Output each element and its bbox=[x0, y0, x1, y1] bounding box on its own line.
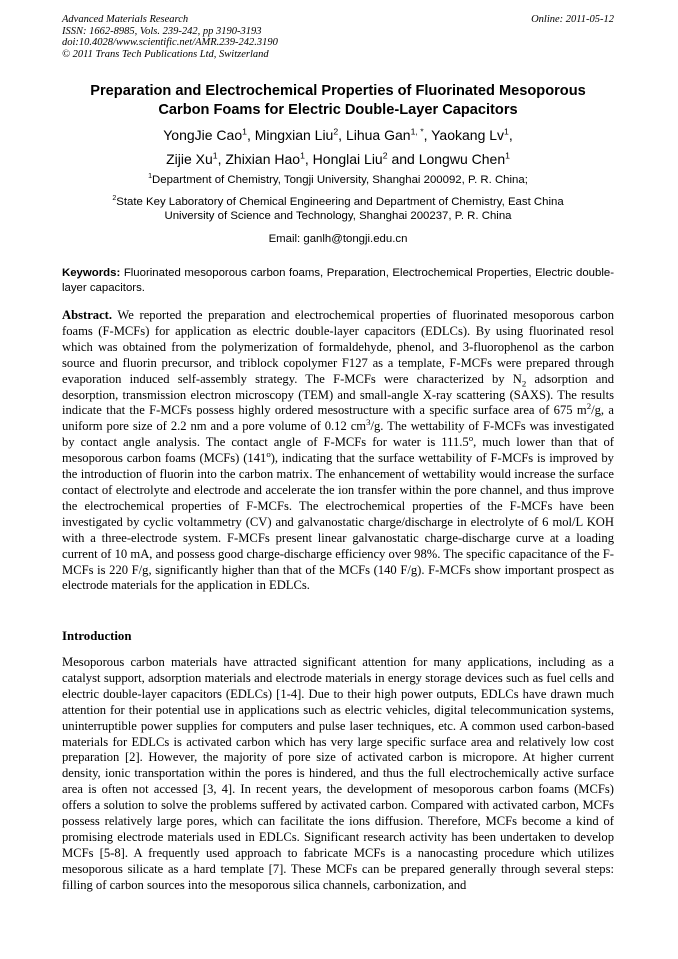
affiliation-2-line-2: University of Science and Technology, Shanghai 200237, P. R. China bbox=[164, 209, 512, 222]
keywords-label: Keywords: bbox=[62, 267, 121, 279]
abstract-block bbox=[62, 308, 614, 594]
author-affiliation-mark: 1, * bbox=[410, 126, 424, 137]
superscript: 2 bbox=[586, 401, 592, 412]
author-affiliation-mark: 1 bbox=[504, 126, 509, 137]
author-name: Zijie Xu bbox=[166, 151, 213, 167]
contact-email: Email: ganlh@tongji.edu.cn bbox=[268, 233, 408, 245]
author-affiliation-mark: 1 bbox=[300, 150, 305, 161]
title-line-2: Carbon Foams for Electric Double-Layer Capacitors bbox=[158, 101, 518, 118]
author-line-1: YongJie Cao$^1$, Mingxian Liu$^2$, Lihua Gan$^{1, *}$, Yaokang Lv$^1$, bbox=[163, 126, 513, 143]
affiliation-1 bbox=[62, 174, 614, 188]
abstract-text: adsorption and desorption, transmission electron microscopy (TEM) and small-angle X-ray scattering (SAXS). The results indicate that the F-MCFs possess highly ordered mesostructure with a specific surface area of 675 m bbox=[62, 371, 614, 418]
affiliation-text: Department of Chemistry, Tongji University, Shanghai 200092, P. R. China; bbox=[152, 174, 528, 186]
author-name: YongJie Cao bbox=[163, 127, 243, 143]
affiliation-text: State Key Laboratory of Chemical Engineering and Department of Chemistry, East China bbox=[116, 196, 564, 208]
author-name: Longwu Chen bbox=[418, 151, 506, 167]
paper-title bbox=[62, 82, 614, 119]
author-affiliation-mark: 1 bbox=[505, 150, 510, 161]
affiliation-mark: 1 bbox=[148, 173, 153, 181]
author-conjunction: and bbox=[391, 151, 415, 167]
journal-header bbox=[62, 14, 614, 60]
abstract-text: ), indicating that the surface wettability of F-MCFs is improved by the introduction of fluorin into the carbon matrix. The enhancement of wettability would increase the surface contact of electrolyte and electrode and accelerate the ion transfer within the pore channel, and thus improve the electrochemical properties of F-MCFs. The electrochemical properties of the F-MCFs have been investigated by cyclic voltammetry (CV) and galvanostatic charge/discharge in electrolyte of 6 mol/L KOH with a three-electrode system. F-MCFs present linear galvanostatic charge-discharge curve at a loading current of 10 mA, and possess good charge-discharge efficiency over 98%. The specific capacitance of the F-MCFs is 220 F/g, significantly higher than that of the MCFs (140 F/g). F-MCFs show important prospect as electrode materials for the application in EDLCs. bbox=[62, 451, 614, 593]
author-affiliation-mark: 1 bbox=[242, 126, 247, 137]
superscript: 3 bbox=[366, 417, 371, 428]
author-affiliation-mark: 1 bbox=[212, 150, 218, 161]
abstract-label: Abstract. bbox=[62, 308, 113, 322]
introduction-paragraph: Mesoporous carbon materials have attracted significant attention for many applications, including as a catalyst support, adsorption materials and electrode materials in energy storage devices such as fuel cells and electric double-layer capacitors (EDLCs) [1-4]. Due to their high power outputs, EDLCs have drawn much attention for their potential use in applications such as electric vehicles, digital telecommunication systems, uninterruptible power supplies for computers and pulse laser techniques, etc. A common used carbon-based materials for EDLCs is activated carbon which has very large specific surface area and relatively low cost preparation [2]. However, the majority of pore size of activated carbon is micropore. At higher current density, ionic transportation within the pores is hindered, and thus the full electrochemically active surface area is often not accessed [3, 4]. In recent years, the development of mesoporous carbon foams (MCFs) offers a solution to solve the problems suffered by activated carbon. Compared with activated carbon, MCFs possess relatively large pores, which can facilitate the ions diffusion. Therefore, MCFs become a kind of promising electrode materials used in EDLCs. Significant research activity has been undertaken to develop MCFs [5-8]. A frequently used approach to fabricate MCFs is a nanocasting procedure which utilizes mesoporous silicate as a hard template [7]. These MCFs can be prepared generally through several steps: filling of carbon sources into the mesoporous silica channels, carbonization, and bbox=[62, 655, 614, 892]
copyright-line: © 2011 Trans Tech Publications Ltd, Switzerland bbox=[62, 48, 269, 60]
superscript: o bbox=[468, 433, 474, 444]
affiliation-2-line-1 bbox=[62, 196, 614, 210]
author-affiliation-mark: 2 bbox=[382, 150, 388, 161]
author-name: Yaokang Lv bbox=[431, 127, 505, 143]
author-name: Zhixian Hao bbox=[225, 151, 301, 167]
abstract-text: , much lower than that of mesoporous carbon foams (MCFs) (141 bbox=[62, 435, 614, 466]
affiliation-2 bbox=[62, 196, 614, 224]
author-name: Honglai Liu bbox=[312, 151, 383, 167]
keywords-block bbox=[62, 266, 614, 296]
author-line-2: Zijie Xu$^1$, Zhixian Hao$^1$, Honglai Liu$^2$ and Longwu Chen$^1$ bbox=[166, 150, 510, 167]
affiliation-mark: 2 bbox=[112, 195, 117, 203]
journal-name: Advanced Materials Research bbox=[62, 14, 189, 25]
section-heading-introduction: Introduction bbox=[62, 629, 132, 643]
author-affiliation-mark: 2 bbox=[333, 126, 339, 137]
author-name: Mingxian Liu bbox=[254, 127, 334, 143]
issn-line: ISSN: 1662-8985, Vols. 239-242, pp 3190-3193 bbox=[62, 25, 262, 37]
online-date: Online: 2011-05-12 bbox=[531, 14, 614, 25]
superscript: o bbox=[266, 448, 271, 459]
abstract-text: /g. The wettability of F-MCFs was investigated by contact angle analysis. The contact angle of F-MCFs for water is 111.5 bbox=[62, 419, 614, 450]
subscript: 2 bbox=[521, 378, 527, 389]
doi-line: doi:10.4028/www.scientific.net/AMR.239-242.3190 bbox=[62, 37, 278, 49]
title-line-1: Preparation and Electrochemical Properties of Fluorinated Mesoporous bbox=[90, 83, 586, 99]
author-list bbox=[62, 123, 614, 171]
author-name: Lihua Gan bbox=[345, 127, 411, 143]
abstract-text: /g, a uniform pore size of 2.2 nm and a pore volume of 0.12 cm bbox=[62, 403, 615, 434]
keywords-text: Fluorinated mesoporous carbon foams, Preparation, Electrochemical Properties, Electric double-layer capacitors. bbox=[62, 267, 614, 294]
abstract-text: We reported the preparation and electrochemical properties of fluorinated mesoporous carbon foams (F-MCFs) for application as electric double-layer capacitors (EDLCs). By using fluorinated resol which was obtained from the polymerization of formaldehyde, phenol, and 3-fluorophenol as the carbon source and fluorin precursor, and triblock copolymer F127 as a template, F-MCFs were prepared through evaporation induced self-assembly strategy. The F-MCFs were characterized by N bbox=[62, 308, 614, 386]
